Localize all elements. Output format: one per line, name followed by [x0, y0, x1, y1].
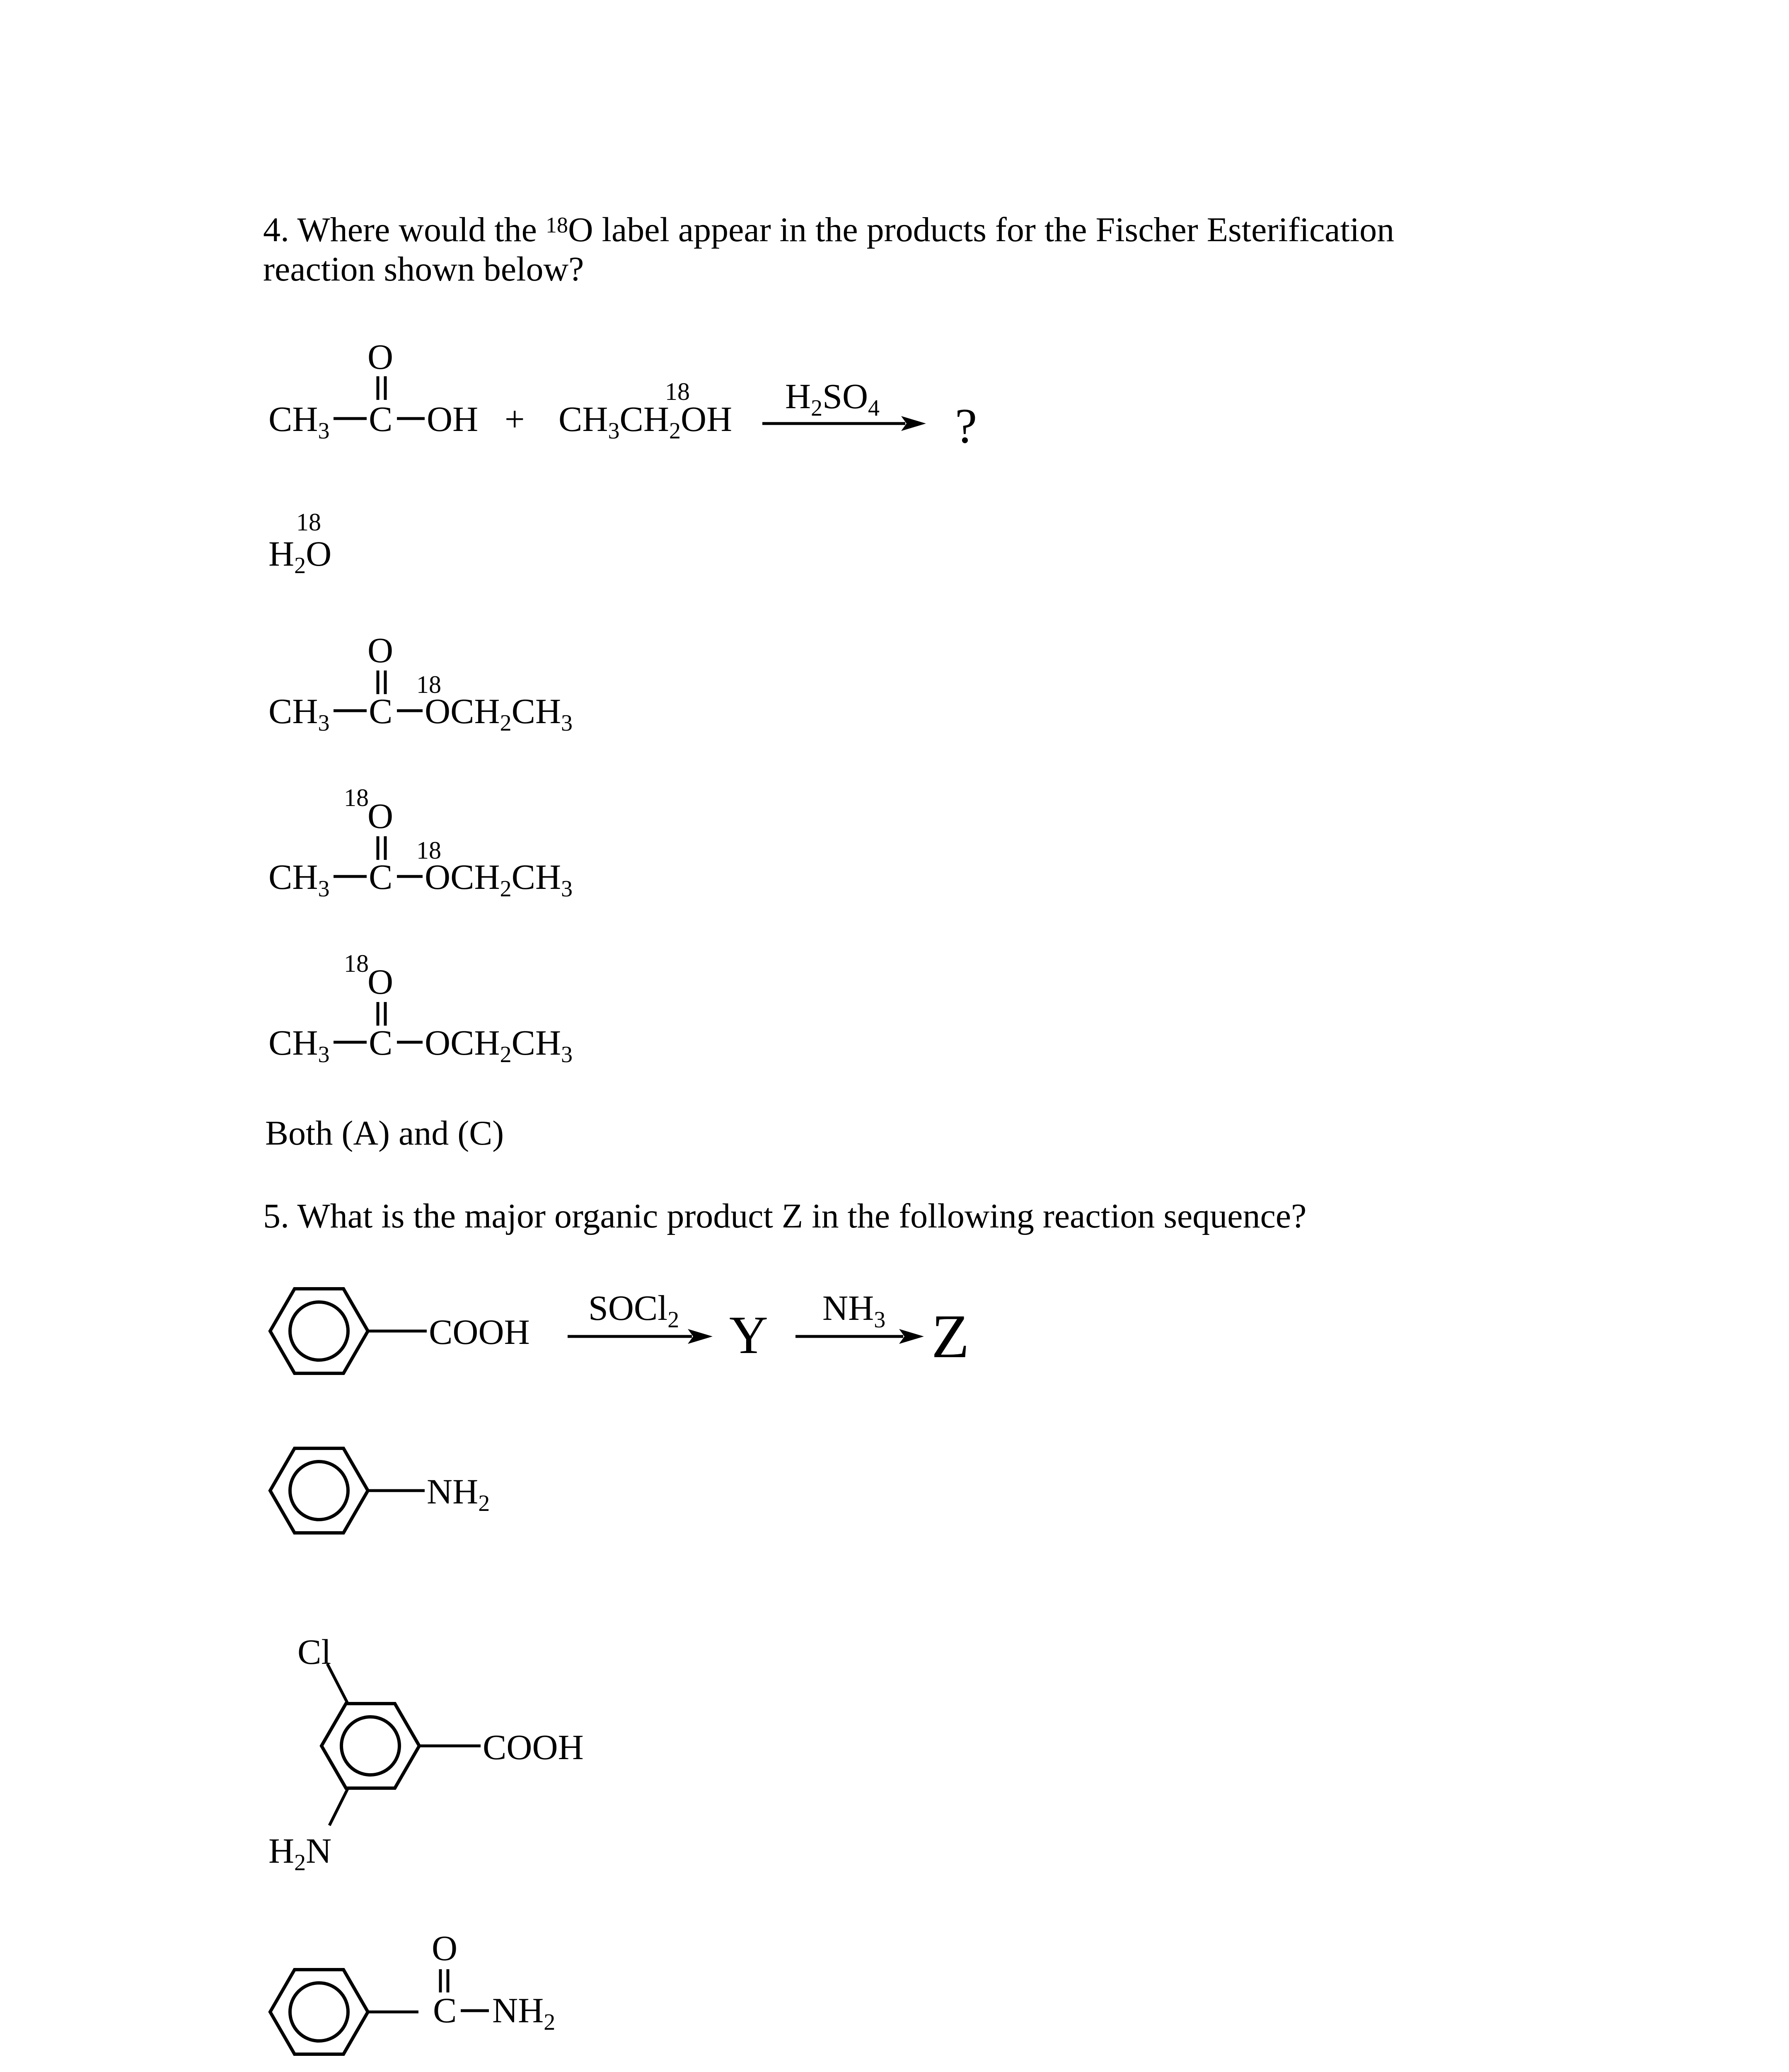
- aniline-amino-group: $NH_2$: [427, 1472, 490, 1516]
- ester-b-methyl: $CH_3$: [268, 691, 330, 736]
- q4-option-c-ester: [268, 784, 573, 902]
- benzamide-amino-group: $NH_2$: [492, 1990, 556, 2035]
- reagent-thionyl-chloride: SOCl$_2$: [588, 1288, 679, 1333]
- reagent-sulfuric-acid: $H_2SO_4$: [785, 376, 880, 421]
- ethanol-isotope-label: 18: [665, 378, 690, 405]
- ester-c-alkoxy-isotope-label: 18: [416, 837, 441, 864]
- q5-option-a-aniline: [270, 1448, 490, 1533]
- question-4-text-pre: Where would the: [297, 211, 537, 249]
- q5-option-c-benzamide: [270, 1928, 555, 2054]
- unknown-product: ?: [955, 398, 977, 453]
- ester-d-carbonyl-oxygen: O: [367, 962, 394, 1002]
- acid-methyl-group: $CH_3$: [268, 399, 330, 444]
- question-5-text: What is the major organic product Z in the following reaction sequence?: [297, 1197, 1307, 1235]
- ester-c-carbon: C: [369, 857, 393, 897]
- q4-option-b-ester: [268, 630, 573, 736]
- question-4-number: 4.: [263, 211, 289, 249]
- q5-option-b-substituted-benzoic-acid: [268, 1632, 584, 1876]
- substituted-benzoic-acid-aromatic-circle: [341, 1717, 399, 1775]
- ester-b-ethoxy: $OCH_2CH_3$: [425, 691, 573, 736]
- chloro-substituent: Cl: [297, 1632, 331, 1672]
- plus-sign: +: [505, 399, 525, 439]
- ester-d-carbon: C: [369, 1023, 393, 1063]
- product-z: Z: [931, 1302, 969, 1371]
- water-formula: $H_2O$: [268, 534, 332, 579]
- q4-option-ester-carbonyl-label: [268, 950, 573, 1067]
- ester-b-isotope-label: 18: [416, 671, 441, 698]
- ester-c-ethoxy: $OCH_2CH_3$: [425, 857, 573, 902]
- carboxyl-group: COOH: [483, 1727, 584, 1767]
- q4-reaction-scheme: [268, 337, 977, 453]
- reagent-ammonia: $NH_3$: [822, 1288, 886, 1333]
- ester-c-carbonyl-oxygen: O: [367, 796, 394, 836]
- water-isotope-label: 18: [296, 508, 321, 536]
- acid-hydroxyl: OH: [427, 399, 479, 439]
- ester-c-methyl: $CH_3$: [268, 857, 330, 902]
- ester-c-carbonyl-isotope-label: 18: [344, 784, 369, 811]
- ester-d-carbonyl-isotope-label: 18: [344, 950, 369, 977]
- ester-b-carbonyl-oxygen: O: [367, 630, 394, 670]
- intermediate-y: Y: [729, 1305, 768, 1365]
- question-4-line-2: reaction shown below?: [263, 250, 584, 288]
- labeled-ethanol: $CH_3CH_2OH$: [558, 399, 733, 444]
- benzoic-acid-carboxyl: COOH: [429, 1312, 530, 1352]
- benzoic-acid-aromatic-circle: [290, 1302, 348, 1360]
- benzamide-aromatic-circle: [290, 1983, 348, 2041]
- amino-substituent: $H_2N$: [268, 1831, 332, 1876]
- amino-bond: [329, 1788, 348, 1825]
- aniline-aromatic-circle: [290, 1462, 348, 1520]
- ester-d-ethoxy: $OCH_2CH_3$: [425, 1023, 573, 1067]
- question-4-text-post: label appear in the products for the Fischer Esterification: [602, 211, 1395, 249]
- isotope-element: O: [568, 211, 593, 249]
- ester-d-methyl: $CH_3$: [268, 1023, 330, 1067]
- chloro-bond: [327, 1664, 348, 1704]
- isotope-superscript: 18: [545, 213, 568, 237]
- benzamide-carbonyl-carbon: C: [433, 1990, 457, 2030]
- question-5-number: 5.: [263, 1197, 289, 1235]
- q4-option-d: Both (A) and (C): [265, 1114, 504, 1152]
- acid-carbonyl-oxygen: O: [367, 337, 394, 377]
- acid-carbonyl-carbon: C: [369, 399, 393, 439]
- ester-b-carbon: C: [369, 691, 393, 731]
- q5-reaction-scheme: [270, 1288, 969, 1373]
- benzamide-carbonyl-oxygen: O: [432, 1928, 458, 1968]
- q4-option-a-water: [268, 508, 331, 579]
